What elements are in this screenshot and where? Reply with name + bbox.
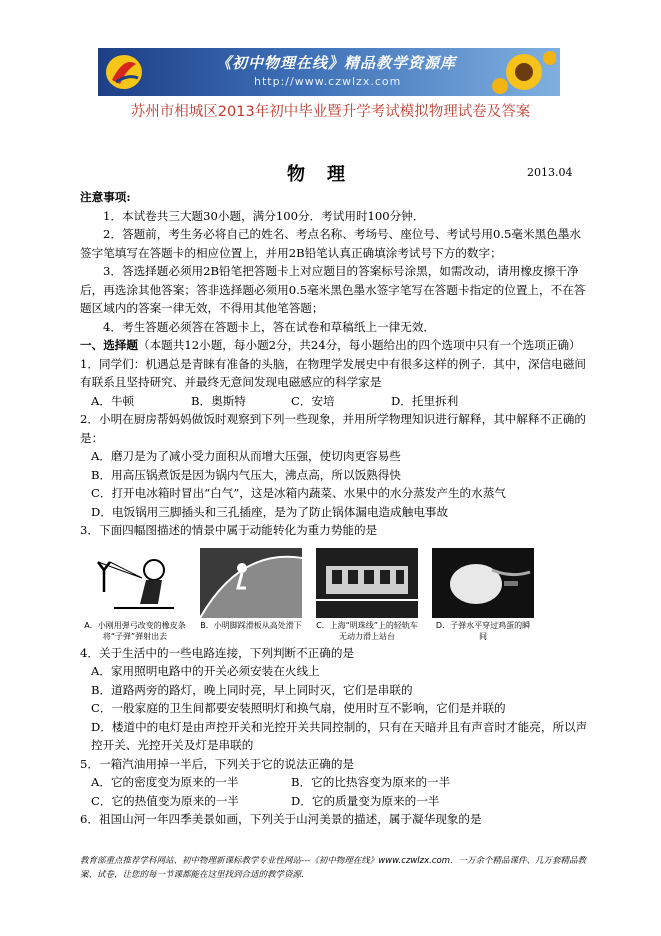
option: D．楼道中的电灯是由声控开关和光控开关共同控制的，只有在天暗并且有声音时才能亮，所以声控开关、光控开关及灯是串联的	[91, 719, 588, 752]
question-options	[80, 392, 592, 411]
figure-light-rail	[316, 548, 418, 642]
question-stem: 4．关于生活中的一些电路连接，下列判断不正确的是	[80, 645, 355, 660]
question-stem: 3．下面四幅图描述的情景中属于动能转化为重力势能的是	[80, 523, 378, 537]
note-item: 1．本试卷共三大题30小题，满分100分．考试用时100分钟．	[103, 208, 425, 223]
figure-slingshot	[84, 548, 186, 642]
page-footer: 教育部重点推荐学科网站、初中物理新课标教学专业性网站---《初中物理在线》www.czwlzx.com．一万余个精品课件、几万套精品教案、试卷，让您的每一节课都能在这里找到合适的教学资源．	[80, 856, 587, 880]
option: C．一般家庭的卫生间都要安装照明灯和换气扇，使用时互不影响，它们是并联的	[91, 701, 506, 715]
site-logo-icon	[104, 52, 144, 92]
notes-heading: 注意事项:	[80, 190, 131, 204]
note-item: 3．答选择题必须用2B铅笔把答题卡上对应题目的答案标号涂黑，如需改动，请用橡皮擦干净后，再选涂其他答案；答非选择题必须用0.5毫米黑色墨水签字笔写在答题卡指定的位置上，不在答题区域内的答案一律无效，不得用其他笔答题；	[80, 264, 586, 315]
question-stem: 2．小明在厨房帮妈妈做饭时观察到下列一些现象，并用所学物理知识进行解释，其中解释不正确的是：	[80, 412, 586, 445]
option: A．家用照明电路中的开关必须安装在火线上	[91, 664, 320, 678]
option: D．电饭锅用三脚插头和三孔插座，是为了防止锅体漏电造成触电事故	[91, 504, 449, 519]
exam-date: 2013.04	[527, 166, 573, 179]
note-item: 2．答题前，考生务必将自己的姓名、考点名称、考场号、座位号、考试号用0.5毫米黑色墨水签字笔填写在答题卡的相应位置上，并用2B铅笔认真正确填涂考试号下方的数字；	[80, 227, 581, 260]
question-figures	[84, 548, 592, 642]
option: B．它的比热容变为原来的一半	[291, 775, 451, 789]
option: C．打开电冰箱时冒出“白气”，这是冰箱内蔬菜、水果中的水分蒸发产生的水蒸气	[91, 486, 506, 500]
option: A．磨刀是为了减小受力面积从而增大压强，使切肉更容易些	[91, 449, 401, 463]
question-stem: 6．祖国山河一年四季美景如画，下列关于山河美景的描述，属于凝华现象的是	[80, 812, 482, 826]
figure-bullet-egg	[432, 548, 534, 642]
header-banner	[98, 48, 560, 96]
section-heading	[80, 336, 592, 355]
banner-url: http://www.czwlzx.com	[254, 75, 402, 88]
banner-title: 《初中物理在线》精品教学资源库	[216, 54, 457, 72]
question-options	[80, 773, 592, 792]
option: D．它的质量变为原来的一半	[291, 793, 440, 808]
option: B．道路两旁的路灯，晚上同时亮，早上同时灭，它们是串联的	[91, 682, 413, 697]
figure-skateboard	[200, 548, 302, 642]
option: B．奥斯特	[191, 393, 246, 408]
option: A．牛顿	[91, 393, 135, 408]
figure-caption: D．子弹水平穿过鸡蛋的瞬间	[435, 620, 531, 641]
section-desc: （本题共12小题，每小题2分，共24分，每小题给出的四个选项中只有一个选项正确）	[137, 338, 581, 352]
question-stem: 1．同学们：机遇总是青睐有准备的头脑，在物理学发展史中有很多这样的例子．其中，深信电磁间有联系且坚持研究、并最终无意间发现电磁感应的科学家是	[80, 356, 586, 389]
option: D．托里拆利	[391, 393, 459, 408]
section-title: 一、选择题	[80, 338, 138, 352]
exam-content	[80, 188, 592, 829]
figure-caption: B．小明脚踩滑板从高处滑下	[200, 620, 302, 630]
figure-caption: C．上海“明珠线”上的轻轨车无动力滑上站台	[316, 620, 418, 641]
sunflower-icon	[492, 50, 556, 94]
bullet-egg-illustration-icon	[432, 548, 534, 618]
option: C．安培	[291, 393, 335, 408]
note-item: 4．考生答题必须答在答题卡上，答在试卷和草稿纸上一律无效．	[103, 319, 436, 334]
option: B．用高压锅煮饭是因为锅内气压大，沸点高，所以饭熟得快	[91, 467, 401, 482]
document-title: 苏州市相城区2013年初中毕业暨升学考试模拟物理试卷及答案	[130, 104, 531, 120]
option: A．它的密度变为原来的一半	[91, 775, 239, 789]
light-rail-illustration-icon	[316, 548, 418, 618]
figure-caption: A．小刚用弹弓改变的橡皮条将“子弹”弹射出去	[84, 620, 186, 641]
skateboard-illustration-icon	[200, 548, 302, 618]
subject-title: 物理	[287, 164, 367, 185]
question-stem: 5．一箱汽油用掉一半后，下列关于它的说法正确的是	[80, 756, 355, 771]
slingshot-illustration-icon	[84, 548, 186, 618]
question-options	[80, 792, 592, 811]
option: C．它的热值变为原来的一半	[91, 793, 239, 808]
